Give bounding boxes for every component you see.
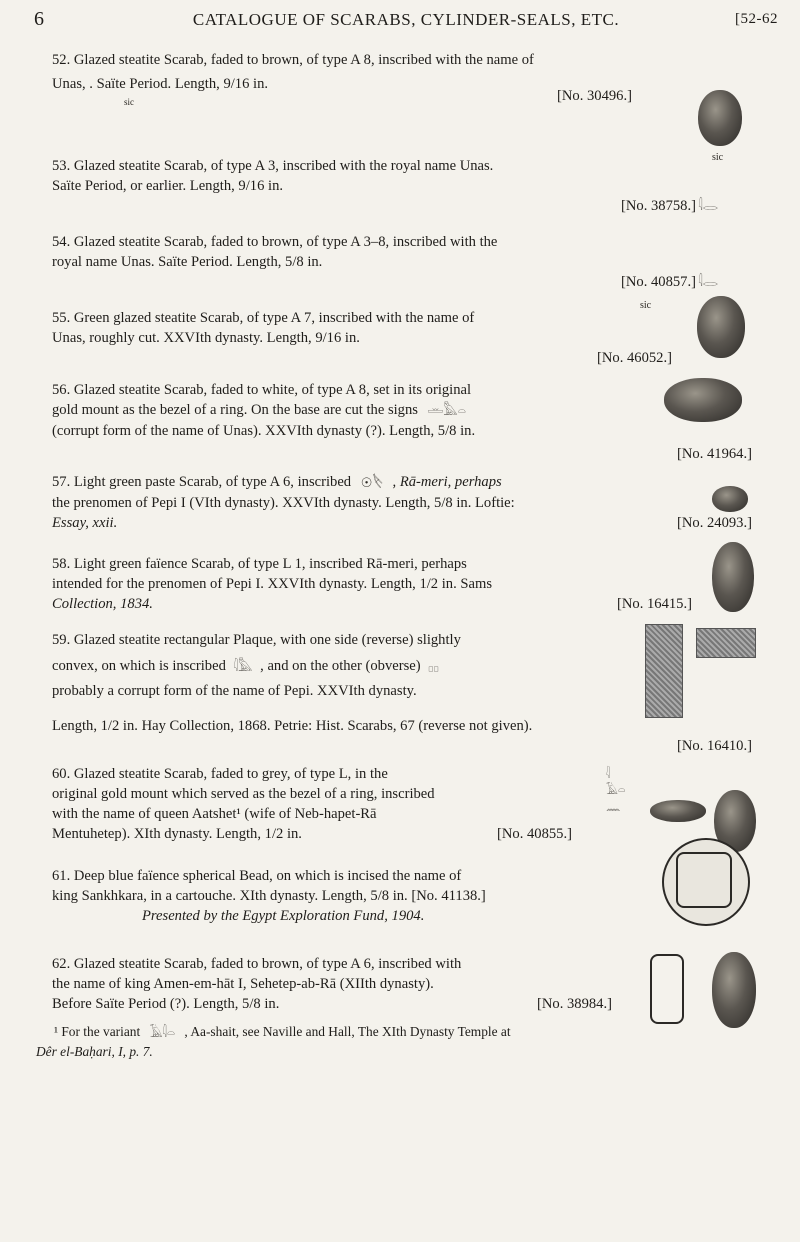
entry-58-line-3-wrap: [52, 594, 692, 616]
entry-59-tail: [52, 716, 752, 758]
entry-55-registry: [No. 46052.]: [597, 350, 672, 366]
plaque-59-reverse-photo: [696, 628, 756, 658]
entry-58-registry: [No. 16415.]: [617, 596, 692, 612]
scarab-58-photo: [712, 542, 754, 612]
entry-59-line-2a: convex, on which is inscribed: [52, 658, 226, 674]
entry-61: [52, 866, 652, 926]
entry-60-registry: [No. 40855.]: [497, 826, 572, 842]
footnote-line-2: Dêr el-Baḥari, I, p. 7.: [36, 1044, 153, 1060]
ring-60-side-photo: [650, 800, 706, 822]
page-title: CATALOGUE OF SCARABS, CYLINDER-SEALS, ETC.: [192, 10, 620, 29]
entry-59-registry: [No. 16410.]: [677, 738, 752, 754]
cartouche-62-icon: [650, 954, 684, 1024]
entry-58-line-1: 58. Light green faïence Scarab, of type L 1, inscribed Rā-meri, perhaps: [52, 556, 467, 572]
entry-62-registry: [No. 38984.]: [537, 996, 612, 1012]
entry-56-line-1: 56. Glazed steatite Scarab, faded to white, of type A 8, set in its original: [52, 382, 472, 398]
entry-56: [52, 380, 672, 441]
entry-55-sic: sic: [640, 300, 652, 311]
entry-56-line-2-wrap: [52, 400, 672, 421]
ring-56-photo: [664, 378, 742, 422]
entry-53-sic: sic: [712, 152, 724, 163]
entry-57-line-3: Essay, xxii.: [52, 514, 118, 531]
entry-58-line-3: Collection, 1834.: [52, 596, 153, 612]
hieroglyph-cartouche-icon: 𓇋𓂋: [698, 198, 718, 213]
entry-55-line-2: Unas, roughly cut. XXVIth dynasty. Length, 9/16 in.: [52, 330, 360, 346]
scarab-57-photo: [712, 486, 748, 512]
entry-57-line-2: the prenomen of Pepi I (VIth dynasty). XXVIth dynasty. Length, 5/8 in. Loftie:: [52, 494, 515, 511]
entry-52-sic: sic: [124, 97, 134, 107]
entry-60-line-4: Mentuhetep). XIth dynasty. Length, 1/2 in.: [52, 826, 302, 842]
entry-53-line-3-wrap: [52, 196, 752, 218]
entry-56-line-3: (corrupt form of the name of Unas). XXVIth dynasty (?). Length, 5/8 in.: [52, 422, 476, 439]
entry-60-line-3: with the name of queen Aatshet¹ (wife of Neb-hapet-Rā: [52, 806, 377, 822]
entry-52: [52, 50, 752, 107]
entry-62-line-1: 62. Glazed steatite Scarab, faded to brown, of type A 6, inscribed with: [52, 956, 462, 972]
entry-54: [52, 232, 752, 294]
hieroglyph-reverse-icon: 𓇋𓅓: [233, 658, 253, 674]
entry-52-line-1: 52. Glazed steatite Scarab, faded to brown, of type A 8, inscribed with the name of: [52, 52, 534, 68]
entry-53-line-1: 53. Glazed steatite Scarab, of type A 3, inscribed with the royal name Unas.: [52, 158, 494, 174]
entry-52-registry: [No. 30496.]: [557, 88, 632, 104]
entry-57-line-1-wrap: [52, 472, 752, 493]
footnote-line-1a: ¹ For the variant: [54, 1024, 141, 1039]
entry-62-line-3: Before Saïte Period (?). Length, 5/8 in.: [52, 996, 280, 1012]
page-number: 6: [34, 8, 45, 30]
entry-54-line-3-wrap: [52, 272, 752, 294]
entry-59-line-2-wrap: [52, 656, 652, 677]
entry-53: [52, 156, 752, 218]
entry-61-line-3: Presented by the Egypt Exploration Fund, 1904.: [142, 908, 425, 924]
hieroglyph-obverse-icon: 𓊪𓊪: [428, 658, 439, 674]
entry-59-line-5-wrap: [52, 736, 752, 758]
entry-55: [52, 308, 672, 370]
entry-60-line-4-wrap: [52, 824, 612, 844]
entry-54-registry: [No. 40857.]: [621, 274, 696, 290]
entry-60-line-2: original gold mount which served as the bezel of a ring, inscribed: [52, 786, 435, 802]
entry-62-line-3-wrap: [52, 994, 612, 1014]
entry-60-line-1: 60. Glazed steatite Scarab, faded to grey, of type L, in the: [52, 766, 388, 782]
footnote-line-1-wrap: [36, 1022, 756, 1042]
entry-52-line-2: Unas, . Saïte Period. Length, 9/16 in.: [52, 76, 269, 92]
entry-56-line-2: gold mount as the bezel of a ring. On the base are cut the signs: [52, 402, 418, 418]
bead-61-cartouche: [676, 852, 732, 908]
entry-54-line-1: 54. Glazed steatite Scarab, faded to brown, of type A 3–8, inscribed with the: [52, 234, 498, 250]
entry-62-line-2: the name of king Amen-em-hāt I, Sehetep-ab-Rā (XIIth dynasty).: [52, 976, 434, 992]
entry-55-line-3-wrap: [52, 348, 672, 370]
hieroglyph-aa-shait-icon: 𓄿𓇋𓏏: [149, 1025, 176, 1041]
running-head: [34, 8, 778, 34]
entry-53-line-2: Saïte Period, or earlier. Length, 9/16 in.: [52, 178, 284, 194]
entry-56-registry: [No. 41964.]: [677, 446, 752, 462]
entry-57-line-1b: , Rā-meri, perhaps: [392, 474, 502, 490]
footnote: [36, 1022, 756, 1061]
scarab-55-photo: [697, 296, 745, 358]
entry-57-line-1a: 57. Light green paste Scarab, of type A 6, inscribed: [52, 474, 352, 490]
entry-54-line-2: royal name Unas. Saïte Period. Length, 5/8 in.: [52, 254, 323, 270]
entry-61-line-2: king Sankhkara, in a cartouche. XIth dynasty. Length, 5/8 in. [No. 41138.]: [52, 888, 486, 904]
scarab-52-photo: [698, 90, 742, 146]
entry-58: [52, 554, 692, 616]
entry-61-line-1: 61. Deep blue faïence spherical Bead, on which is incised the name of: [52, 868, 462, 884]
hieroglyph-aatshet-icon: 𓇋 𓄿𓏏 𓈖: [606, 767, 626, 813]
entry-59-line-2b: , and on the other (obverse): [260, 658, 421, 674]
entry-59-line-3: probably a corrupt form of the name of Pepi. XXVIth dynasty.: [52, 682, 417, 699]
entry-55-line-1: 55. Green glazed steatite Scarab, of type A 7, inscribed with the name of: [52, 310, 475, 326]
entry-59-line-4: Length, 1/2 in. Hay Collection, 1868. Petrie: Hist. Scarabs, 67 (reverse not given).: [52, 718, 533, 734]
entry-range: [52-62: [735, 11, 778, 27]
entry-56-reg-wrap: [52, 444, 752, 466]
plaque-59-obverse-photo: [645, 624, 683, 718]
scarab-62-photo: [712, 952, 756, 1028]
entry-60: [52, 764, 612, 844]
hieroglyph-cartouche-icon: 𓇋𓂋: [698, 274, 718, 289]
entry-57: [52, 472, 752, 535]
entry-58-line-2: intended for the prenomen of Pepi I. XXVIth dynasty. Length, 1/2 in. Sams: [52, 576, 493, 592]
entry-59-line-1: 59. Glazed steatite rectangular Plaque, with one side (reverse) slightly: [52, 632, 461, 648]
entry-53-registry: [No. 38758.]: [621, 198, 696, 214]
entry-57-registry: [No. 24093.]: [677, 514, 752, 531]
entry-62: [52, 954, 612, 1014]
hieroglyph-signs-icon: 𓏛𓅓𓏏: [427, 402, 467, 418]
hieroglyph-ra-meri-icon: ☉𓌸: [360, 474, 383, 490]
entry-59: [52, 630, 652, 701]
entry-57-line-3-wrap: [52, 513, 752, 535]
footnote-line-1b: , Aa-shait, see Naville and Hall, The XIth Dynasty Temple at: [184, 1024, 511, 1039]
